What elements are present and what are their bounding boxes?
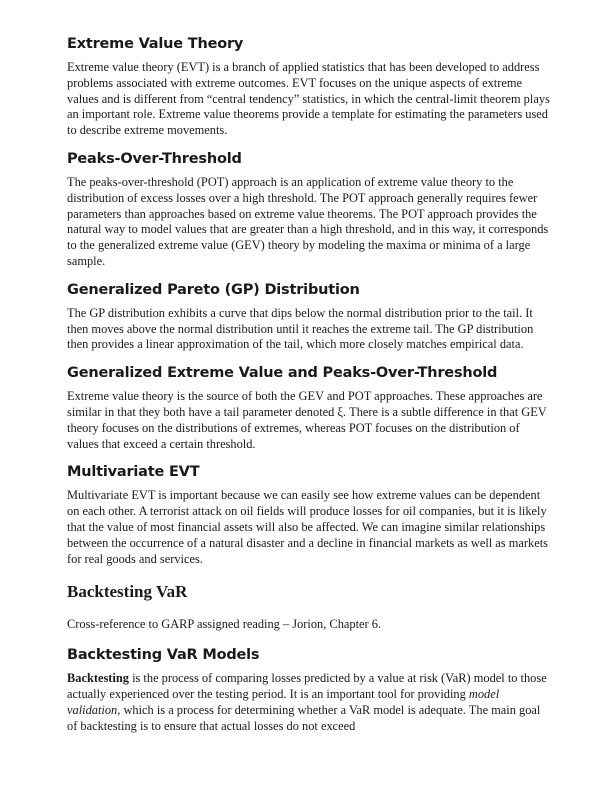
- section-heading-pot: Peaks-Over-Threshold: [67, 150, 242, 167]
- cross-reference: Cross-reference to GARP assigned reading – Jorion, Chapter 6.: [67, 617, 382, 632]
- section-heading-multivariate: Multivariate EVT: [67, 464, 200, 481]
- section-body-gp: The GP distribution exhibits a curve that dips below the normal distribution prior to the tail. It then moves above the normal distribution until it reaches the extreme tail. The GP distribution then provides a linear approximation of the tail, which more closely matches empirical data.: [67, 305, 534, 352]
- section-body-multivariate: Multivariate EVT is important because we can easily see how extreme values can be dependent on each other. A terrorist attack on oil fields will produce losses for oil companies, but it is likely that the value of most financial assets will also be affected. We can imagine similar relationships between the occurrence of a natural disaster and a decline in financial markets as well as markets for real goods and services.: [67, 488, 548, 566]
- section-body-evt: Extreme value theory (EVT) is a branch of applied statistics that has been developed to address problems associated with extreme outcomes. EVT focuses on the unique aspects of extreme values and is different from “central tendency” statistics, in which the central-limit theorem plays an important role. Extreme value theorems provide a template for estimating the parameters used to describe extreme movements.: [67, 60, 550, 138]
- section-body-gev-pot: Extreme value theory is the source of both the GEV and POT approaches. These approaches are similar in that they both have a tail parameter denoted ξ. There is a subtle difference in that GEV theory focuses on the distributions of extremes, whereas POT focuses on the distribution of values that exceed a certain threshold.: [67, 389, 547, 451]
- chapter-title: Backtesting VaR: [67, 582, 188, 602]
- body-text-part-2: which is a process for determining whether a VaR model is adequate. The main goal of backtesting is to ensure that actual losses do not exceed: [67, 702, 541, 733]
- body-text-part-1: is the process of comparing losses predicted by a value at risk (VaR) model to those actually experienced over the testing period. It is an important tool for providing: [67, 671, 547, 701]
- section-heading-evt: Extreme Value Theory: [67, 36, 244, 52]
- section-body-backtesting-models: [67, 671, 550, 734]
- section-heading-gev-pot: Generalized Extreme Value and Peaks-Over-Threshold: [67, 365, 498, 382]
- term-model-validation: model validation,: [67, 686, 500, 717]
- section-body-pot: The peaks-over-threshold (POT) approach is an application of extreme value theory to the distribution of excess losses over a high threshold. The POT approach generally requires fewer parameters than approaches based on extreme value theorems. The POT approach provides the natural way to model values that are greater than a high threshold, and in this way, it corresponds to the generalized extreme value (GEV) theory by modeling the maxima or minima of a large sample.: [67, 174, 549, 268]
- term-backtesting: Backtesting: [67, 671, 129, 686]
- section-heading-backtesting-models: Backtesting VaR Models: [67, 647, 260, 664]
- section-heading-gp: Generalized Pareto (GP) Distribution: [67, 281, 360, 298]
- document-page: [67, 32, 550, 734]
